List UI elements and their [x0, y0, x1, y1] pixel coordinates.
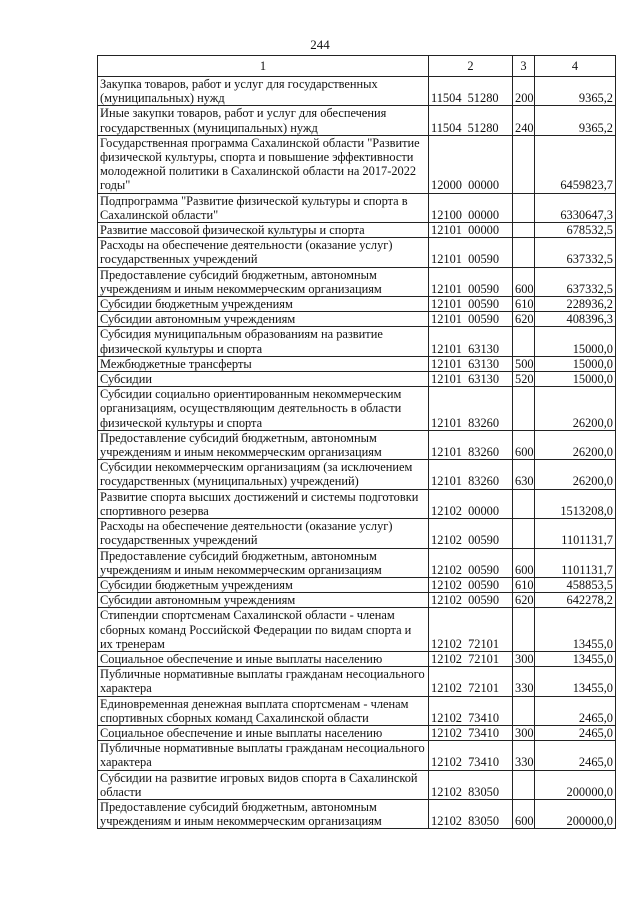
row-type-cell: 300 — [513, 651, 535, 666]
row-amount-cell: 1101131,7 — [535, 519, 616, 548]
row-type-cell — [513, 193, 535, 222]
row-name-cell: Субсидии бюджетным учреждениям — [98, 297, 429, 312]
table-row — [98, 430, 616, 459]
page-number: 244 — [310, 37, 330, 52]
row-type-cell: 630 — [513, 460, 535, 489]
row-type-cell: 600 — [513, 799, 535, 828]
row-type-cell: 240 — [513, 106, 535, 135]
row-name-cell: Публичные нормативные выплаты гражданам несоциального характера — [98, 667, 429, 696]
row-name-cell: Развитие спорта высших достижений и системы подготовки спортивного резерва — [98, 489, 429, 518]
row-name-cell: Единовременная денежная выплата спортсменам - членам спортивных сборных команд Сахалинской области — [98, 696, 429, 725]
row-amount-cell: 15000,0 — [535, 356, 616, 371]
table-row — [98, 667, 616, 696]
row-amount-cell: 9365,2 — [535, 77, 616, 106]
row-amount-cell: 228936,2 — [535, 297, 616, 312]
row-code-cell: 12102 00590 — [429, 519, 513, 548]
row-code-cell: 12102 83050 — [429, 799, 513, 828]
row-code-cell: 12102 73410 — [429, 741, 513, 770]
row-type-cell: 600 — [513, 430, 535, 459]
table-row — [98, 356, 616, 371]
row-code-cell: 12102 73410 — [429, 696, 513, 725]
table-row — [98, 519, 616, 548]
row-code-cell: 12102 72101 — [429, 651, 513, 666]
row-code-cell: 12101 00590 — [429, 267, 513, 296]
column-header-code: 2 — [429, 56, 513, 77]
row-amount-cell: 458853,5 — [535, 577, 616, 592]
row-code-cell: 12102 73410 — [429, 725, 513, 740]
table-row — [98, 387, 616, 431]
row-name-cell: Развитие массовой физической культуры и спорта — [98, 223, 429, 238]
row-name-cell: Государственная программа Сахалинской области "Развитие физической культуры, спорта и повышение эффективности молодежной политики в Сахалинской области на 2017-2022 годы" — [98, 135, 429, 193]
row-amount-cell: 408396,3 — [535, 312, 616, 327]
row-type-cell: 520 — [513, 372, 535, 387]
table-row — [98, 297, 616, 312]
row-code-cell: 12101 63130 — [429, 327, 513, 356]
row-name-cell: Социальное обеспечение и иные выплаты населению — [98, 725, 429, 740]
row-name-cell: Предоставление субсидий бюджетным, автономным учреждениям и иным некоммерческим организациям — [98, 430, 429, 459]
table-row — [98, 548, 616, 577]
row-name-cell: Стипендии спортсменам Сахалинской области - членам сборных команд Российской Федерации по видам спорта и их тренерам — [98, 608, 429, 652]
row-amount-cell: 2465,0 — [535, 696, 616, 725]
row-code-cell: 12102 00590 — [429, 593, 513, 608]
row-code-cell: 12000 00000 — [429, 135, 513, 193]
row-type-cell — [513, 327, 535, 356]
row-amount-cell: 6459823,7 — [535, 135, 616, 193]
row-type-cell: 330 — [513, 741, 535, 770]
row-name-cell: Предоставление субсидий бюджетным, автономным учреждениям и иным некоммерческим организациям — [98, 799, 429, 828]
row-amount-cell: 200000,0 — [535, 799, 616, 828]
table-row — [98, 106, 616, 135]
row-type-cell: 620 — [513, 593, 535, 608]
row-type-cell — [513, 608, 535, 652]
table-row — [98, 593, 616, 608]
row-type-cell: 620 — [513, 312, 535, 327]
row-amount-cell: 2465,0 — [535, 725, 616, 740]
row-amount-cell: 13455,0 — [535, 667, 616, 696]
table-row — [98, 725, 616, 740]
row-code-cell: 12102 72101 — [429, 608, 513, 652]
table-body — [98, 77, 616, 829]
row-type-cell — [513, 135, 535, 193]
row-name-cell: Расходы на обеспечение деятельности (оказание услуг) государственных учреждений — [98, 238, 429, 267]
row-code-cell: 12101 00590 — [429, 238, 513, 267]
table-row — [98, 651, 616, 666]
row-type-cell: 600 — [513, 548, 535, 577]
row-type-cell: 330 — [513, 667, 535, 696]
row-code-cell: 12101 63130 — [429, 356, 513, 371]
table-row — [98, 193, 616, 222]
row-name-cell: Субсидии на развитие игровых видов спорта в Сахалинской области — [98, 770, 429, 799]
row-code-cell: 12101 83260 — [429, 430, 513, 459]
row-type-cell — [513, 489, 535, 518]
table-row — [98, 77, 616, 106]
row-amount-cell: 637332,5 — [535, 238, 616, 267]
table-row — [98, 770, 616, 799]
row-type-cell: 610 — [513, 577, 535, 592]
row-amount-cell: 13455,0 — [535, 608, 616, 652]
table-row — [98, 460, 616, 489]
row-name-cell: Субсидии социально ориентированным некоммерческим организациям, осуществляющим деятельность в области физической культуры и спорта — [98, 387, 429, 431]
row-type-cell: 300 — [513, 725, 535, 740]
row-amount-cell: 15000,0 — [535, 327, 616, 356]
row-name-cell: Субсидии — [98, 372, 429, 387]
table-row — [98, 267, 616, 296]
row-type-cell: 610 — [513, 297, 535, 312]
row-amount-cell: 637332,5 — [535, 267, 616, 296]
row-name-cell: Иные закупки товаров, работ и услуг для обеспечения государственных (муниципальных) нужд — [98, 106, 429, 135]
row-name-cell: Субсидия муниципальным образованиям на развитие физической культуры и спорта — [98, 327, 429, 356]
row-code-cell: 12101 00000 — [429, 223, 513, 238]
table-row — [98, 577, 616, 592]
row-code-cell: 12101 83260 — [429, 460, 513, 489]
table-row — [98, 327, 616, 356]
row-code-cell: 12102 00590 — [429, 548, 513, 577]
table-row — [98, 489, 616, 518]
row-name-cell: Расходы на обеспечение деятельности (оказание услуг) государственных учреждений — [98, 519, 429, 548]
row-code-cell: 11504 51280 — [429, 106, 513, 135]
row-amount-cell: 678532,5 — [535, 223, 616, 238]
row-amount-cell: 26200,0 — [535, 460, 616, 489]
row-amount-cell: 26200,0 — [535, 387, 616, 431]
row-code-cell: 12101 00590 — [429, 297, 513, 312]
row-name-cell: Публичные нормативные выплаты гражданам несоциального характера — [98, 741, 429, 770]
row-name-cell: Субсидии некоммерческим организациям (за исключением государственных (муниципальных) учреждений) — [98, 460, 429, 489]
row-code-cell: 12102 00000 — [429, 489, 513, 518]
table-row — [98, 238, 616, 267]
row-name-cell: Предоставление субсидий бюджетным, автономным учреждениям и иным некоммерческим организациям — [98, 267, 429, 296]
row-type-cell: 200 — [513, 77, 535, 106]
table-row — [98, 608, 616, 652]
row-code-cell: 11504 51280 — [429, 77, 513, 106]
budget-table — [97, 55, 616, 829]
row-type-cell — [513, 238, 535, 267]
row-type-cell — [513, 696, 535, 725]
column-header-type: 3 — [513, 56, 535, 77]
row-amount-cell: 9365,2 — [535, 106, 616, 135]
table-row — [98, 312, 616, 327]
column-header-amount: 4 — [535, 56, 616, 77]
row-name-cell: Субсидии бюджетным учреждениям — [98, 577, 429, 592]
row-type-cell: 500 — [513, 356, 535, 371]
row-type-cell — [513, 223, 535, 238]
row-name-cell: Социальное обеспечение и иные выплаты населению — [98, 651, 429, 666]
table-row — [98, 696, 616, 725]
row-amount-cell: 26200,0 — [535, 430, 616, 459]
row-code-cell: 12102 83050 — [429, 770, 513, 799]
table-row — [98, 741, 616, 770]
row-code-cell: 12101 83260 — [429, 387, 513, 431]
table-header-row — [98, 56, 616, 77]
row-type-cell — [513, 770, 535, 799]
table-row — [98, 799, 616, 828]
row-code-cell: 12100 00000 — [429, 193, 513, 222]
row-name-cell: Межбюджетные трансферты — [98, 356, 429, 371]
table-row — [98, 372, 616, 387]
row-amount-cell: 6330647,3 — [535, 193, 616, 222]
row-type-cell — [513, 519, 535, 548]
row-amount-cell: 13455,0 — [535, 651, 616, 666]
row-amount-cell: 200000,0 — [535, 770, 616, 799]
row-amount-cell: 642278,2 — [535, 593, 616, 608]
row-name-cell: Закупка товаров, работ и услуг для государственных (муниципальных) нужд — [98, 77, 429, 106]
row-type-cell: 600 — [513, 267, 535, 296]
row-amount-cell: 1101131,7 — [535, 548, 616, 577]
row-amount-cell: 15000,0 — [535, 372, 616, 387]
row-amount-cell: 2465,0 — [535, 741, 616, 770]
row-name-cell: Субсидии автономным учреждениям — [98, 312, 429, 327]
table-row — [98, 223, 616, 238]
row-code-cell: 12101 00590 — [429, 312, 513, 327]
row-type-cell — [513, 387, 535, 431]
row-name-cell: Предоставление субсидий бюджетным, автономным учреждениям и иным некоммерческим организациям — [98, 548, 429, 577]
column-header-name: 1 — [98, 56, 429, 77]
row-code-cell: 12102 72101 — [429, 667, 513, 696]
row-code-cell: 12102 00590 — [429, 577, 513, 592]
row-name-cell: Субсидии автономным учреждениям — [98, 593, 429, 608]
row-name-cell: Подпрограмма "Развитие физической культуры и спорта в Сахалинской области" — [98, 193, 429, 222]
row-code-cell: 12101 63130 — [429, 372, 513, 387]
row-amount-cell: 1513208,0 — [535, 489, 616, 518]
table-row — [98, 135, 616, 193]
